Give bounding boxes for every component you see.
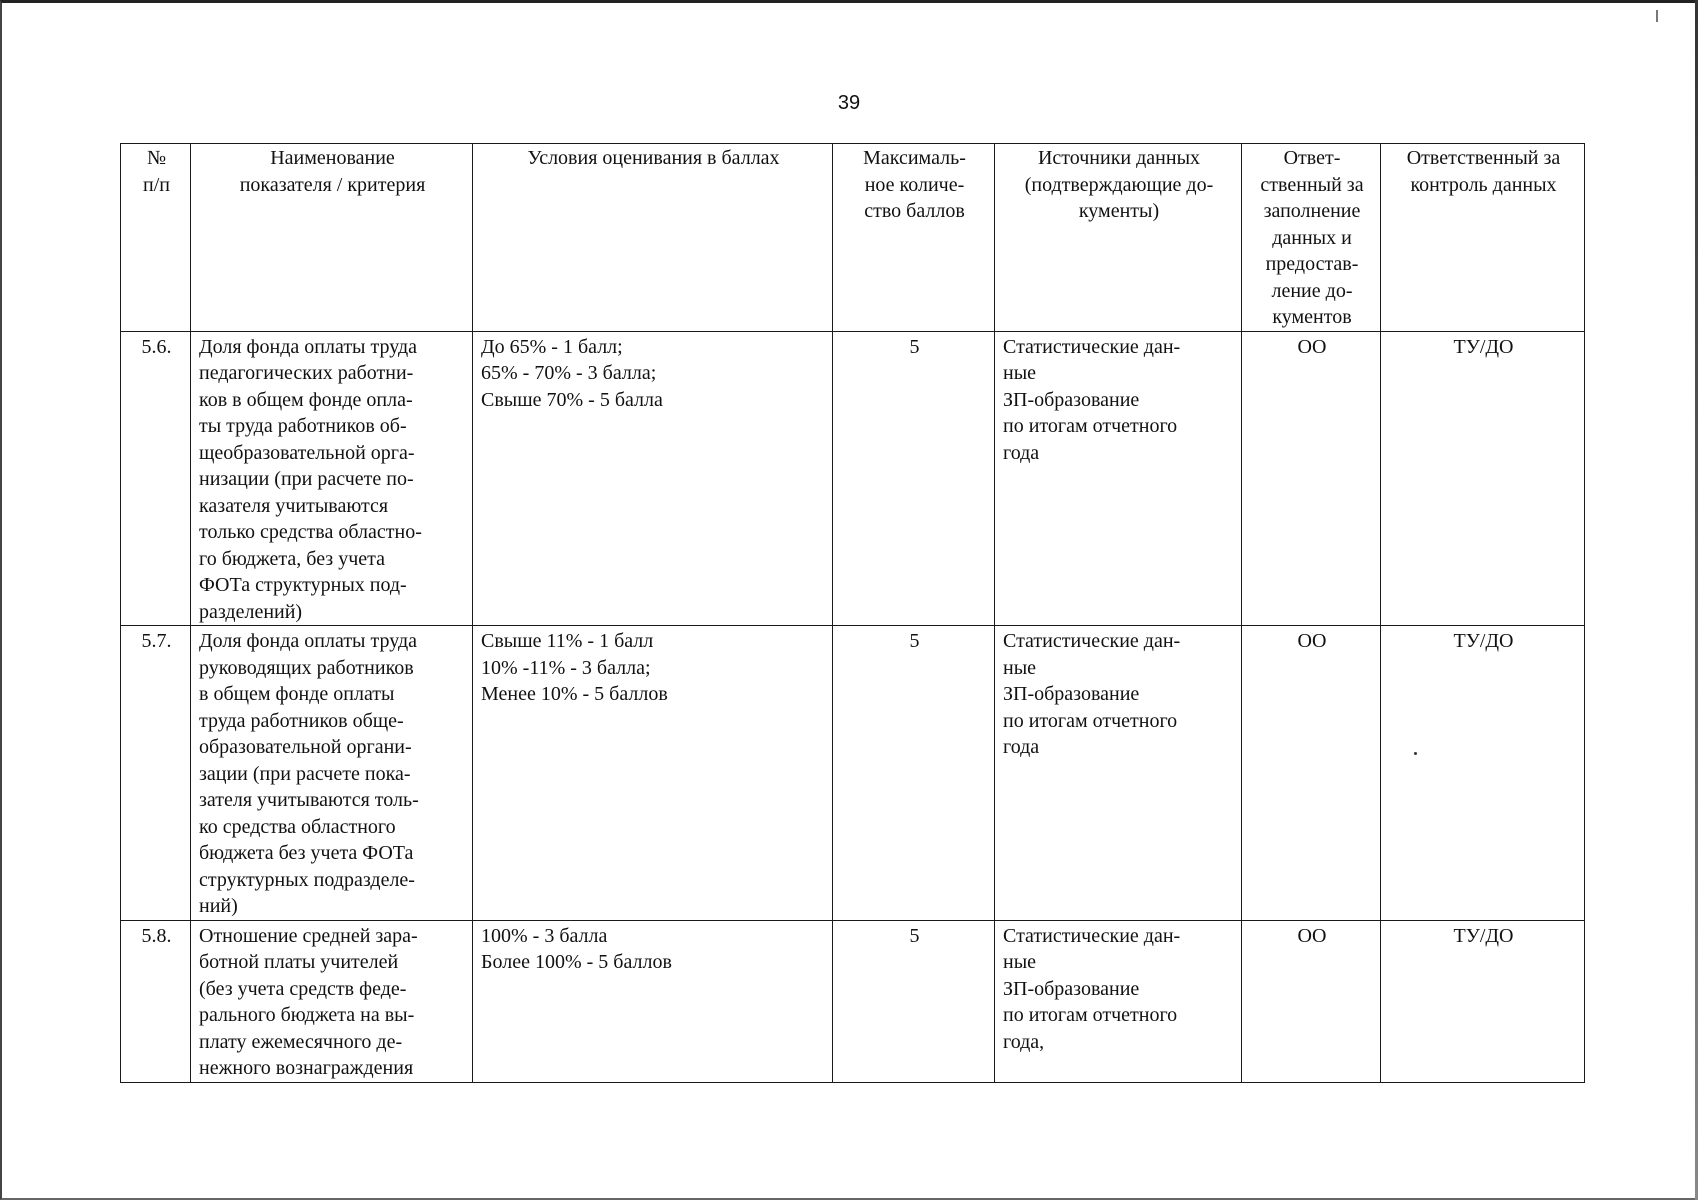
header-control: Ответственный за контроль данных [1381, 144, 1585, 332]
header-number: № п/п [121, 144, 191, 332]
max-points: 5 [833, 331, 995, 626]
control-party: ТУ/ДО [1381, 920, 1585, 1082]
header-indicator-name: Наименование показателя / критерия [191, 144, 473, 332]
max-points: 5 [833, 626, 995, 921]
header-responsible: Ответ- ственный за заполнение данных и предостав- ление до- кументов [1242, 144, 1381, 332]
data-sources: Статистические дан- ные ЗП-образование по итогам отчетного года, [995, 920, 1242, 1082]
max-points: 5 [833, 920, 995, 1082]
responsible-party: ОО [1242, 331, 1381, 626]
scan-speck [1414, 752, 1417, 755]
responsible-party: ОО [1242, 920, 1381, 1082]
criteria-table [120, 143, 1585, 1083]
header-data-sources: Источники данных (подтверждающие до- кументы) [995, 144, 1242, 332]
table-row [121, 331, 1585, 626]
header-max-points: Максималь- ное количе- ство баллов [833, 144, 995, 332]
table-row [121, 920, 1585, 1082]
row-number: 5.8. [121, 920, 191, 1082]
control-party: ТУ/ДО [1381, 626, 1585, 921]
control-party: ТУ/ДО [1381, 331, 1585, 626]
table-header-row [121, 144, 1585, 332]
evaluation-conditions: До 65% - 1 балл; 65% - 70% - 3 балла; Свыше 70% - 5 балла [473, 331, 833, 626]
row-number: 5.6. [121, 331, 191, 626]
indicator-name: Доля фонда оплаты труда руководящих работников в общем фонде оплаты труда работников обще- образовательной органи- зации (при расчете пока- зателя учитываются толь- ко средства областного бюджета без учета ФОТа структурных подразделе- ний) [191, 626, 473, 921]
indicator-name: Отношение средней зара- ботной платы учителей (без учета средств феде- рального бюджета на вы- плату ежемесячного де- нежного вознаграждения [191, 920, 473, 1082]
header-conditions: Условия оценивания в баллах [473, 144, 833, 332]
table-row [121, 626, 1585, 921]
evaluation-conditions: 100% - 3 балла Более 100% - 5 баллов [473, 920, 833, 1082]
data-sources: Статистические дан- ные ЗП-образование по итогам отчетного года [995, 331, 1242, 626]
page-number: 39 [837, 92, 861, 114]
responsible-party: ОО [1242, 626, 1381, 921]
scan-mark [1656, 10, 1658, 22]
row-number: 5.7. [121, 626, 191, 921]
evaluation-conditions: Свыше 11% - 1 балл 10% -11% - 3 балла; Менее 10% - 5 баллов [473, 626, 833, 921]
data-sources: Статистические дан- ные ЗП-образование по итогам отчетного года [995, 626, 1242, 921]
indicator-name: Доля фонда оплаты труда педагогических работни- ков в общем фонде опла- ты труда работников об- щеобразовательной орга- низации (при расчете по- казателя учитываются только средства областно- го бюджета, без учета ФОТа структурных под- разделений) [191, 331, 473, 626]
